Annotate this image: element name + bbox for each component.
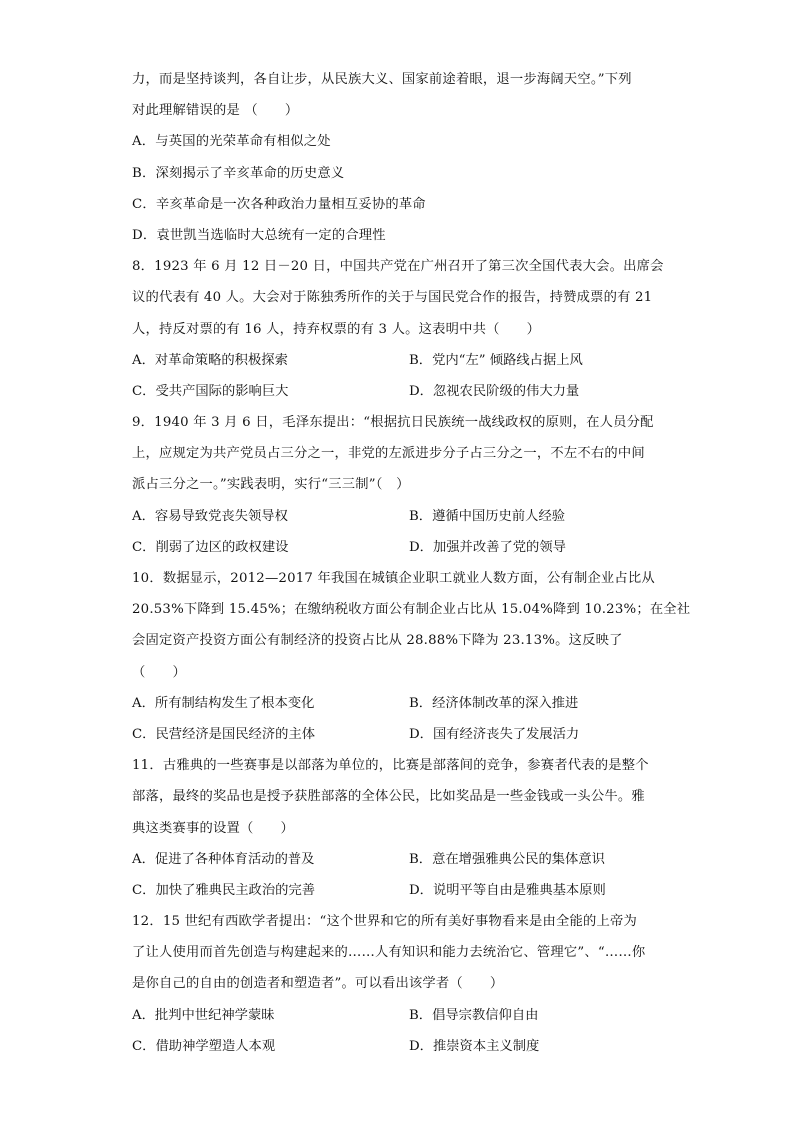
question-stem-line: 派占三分之一。”实践表明，实行“三三制”（ ） [132, 477, 410, 493]
question-10 [132, 563, 691, 750]
option-b: B．遵循中国历史前人经验 [409, 508, 566, 524]
option-b: B．党内“左” 倾路线占据上风 [409, 352, 583, 368]
question-stem-line: 是你自己的自由的创造者和塑造者”。可以看出该学者（ ） [132, 976, 504, 992]
question-stem-line: 11．古雅典的一些赛事是以部落为单位的，比赛是部落间的竞争，参赛者代表的是整个 [132, 758, 649, 774]
option-row [132, 345, 662, 376]
option-c: C．辛亥革命是一次各种政治力量相互妥协的革命 [132, 196, 426, 212]
question-11 [132, 750, 662, 906]
option-b: B．深刻揭示了辛亥革命的历史意义 [132, 165, 345, 181]
question-stem-line: 上，应规定为共产党员占三分之一，非党的左派进步分子占三分之一，不左不右的中间 [132, 446, 645, 462]
question-7 [132, 64, 662, 251]
option-d: D．袁世凯当选临时大总统有一定的合理性 [132, 227, 386, 243]
question-stem-line: 20.53%下降到 15.45%；在缴纳税收方面公有制企业占比从 15.04%降到 10.23%；在全社 [132, 602, 691, 618]
question-stem-line: 12．15 世纪有西欧学者提出：“这个世界和它的所有美好事物看来是由全能的上帝为 [132, 914, 637, 930]
question-stem-line: 人，持反对票的有 16 人，持弃权票的有 3 人。这表明中共（ ） [132, 321, 541, 337]
option-a: A．对革命策略的积极探索 [132, 352, 288, 368]
option-c: C．削弱了边区的政权建设 [132, 539, 289, 555]
option-row [132, 376, 662, 407]
option-row [132, 501, 662, 532]
option-row [132, 719, 662, 750]
question-stem-line: 8．1923 年 6 月 12 日－20 日，中国共产党在广州召开了第三次全国代表大会。出席会 [132, 259, 664, 275]
question-8 [132, 251, 662, 407]
question-stem-line: 会固定资产投资方面公有制经济的投资占比从 28.88%下降为 23.13%。这反映了 [132, 633, 623, 649]
question-stem-line: （ ） [132, 664, 186, 680]
option-row [132, 1031, 662, 1062]
option-b: B．经济体制改革的深入推进 [409, 695, 579, 711]
option-d: D．忽视农民阶级的伟大力量 [409, 383, 580, 399]
question-stem-line: 部落，最终的奖品也是授予获胜部落的全体公民，比如奖品是一些金钱或一头公牛。雅 [132, 789, 645, 805]
option-d: D．推崇资本主义制度 [409, 1038, 540, 1054]
option-b: B．意在增强雅典公民的集体意识 [409, 851, 605, 867]
option-a: A．促进了各种体育活动的普及 [132, 851, 315, 867]
option-row [132, 532, 662, 563]
question-9 [132, 407, 662, 563]
option-c: C．借助神学塑造人本观 [132, 1038, 276, 1054]
option-a: A．容易导致党丧失领导权 [132, 508, 288, 524]
option-a: A．与英国的光荣革命有相似之处 [132, 134, 331, 150]
question-stem-line: 了让人使用而首先创造与构建起来的……人有知识和能力去统治它、管理它”、“……你 [132, 945, 646, 961]
option-d: D．国有经济丧失了发展活力 [409, 726, 580, 742]
option-row [132, 688, 662, 719]
exam-content [132, 64, 691, 1062]
question-12 [132, 906, 662, 1062]
question-stem-line: 议的代表有 40 人。大会对于陈独秀所作的关于与国民党合作的报告，持赞成票的有 21 [132, 290, 653, 306]
option-row [132, 844, 662, 875]
question-stem-line: 对此理解错误的是 （ ） [132, 103, 299, 119]
question-stem-line: 力，而是坚持谈判，各自让步，从民族大义、国家前途着眼，退一步海阔天空。”下列 [132, 72, 632, 87]
option-row [132, 1000, 662, 1031]
option-c: C．加快了雅典民主政治的完善 [132, 882, 316, 898]
option-d: D．说明平等自由是雅典基本原则 [409, 882, 606, 898]
option-c: C．民营经济是国民经济的主体 [132, 726, 316, 742]
option-d: D．加强并改善了党的领导 [409, 539, 566, 555]
option-a: A．批判中世纪神学蒙昧 [132, 1007, 275, 1023]
option-row [132, 875, 662, 906]
option-b: B．倡导宗教信仰自由 [409, 1007, 539, 1023]
option-a: A．所有制结构发生了根本变化 [132, 695, 315, 711]
option-c: C．受共产国际的影响巨大 [132, 383, 289, 399]
question-stem-line: 典这类赛事的设置（ ） [132, 820, 294, 836]
question-stem-line: 9．1940 年 3 月 6 日，毛泽东提出：“根据抗日民族统一战线政权的原则，在人员分配 [132, 415, 654, 431]
question-stem-line: 10．数据显示，2012—2017 年我国在城镇企业职工就业人数方面，公有制企业占比从 [132, 571, 655, 586]
